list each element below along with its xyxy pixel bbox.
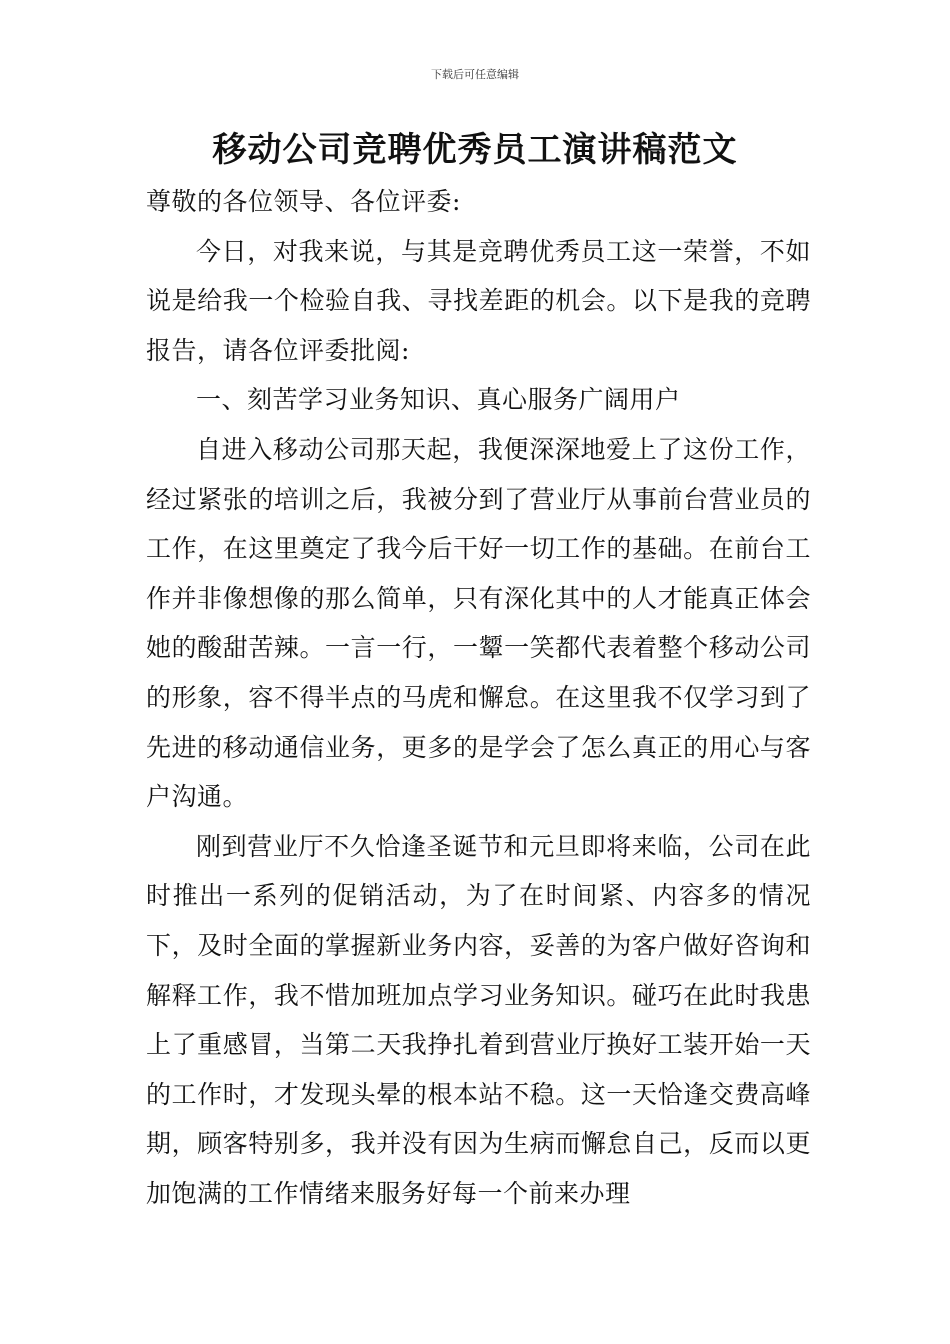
header-note: 下载后可任意编辑 [431,68,519,81]
salutation: 尊敬的各位领导、各位评委: [146,187,461,216]
section-heading: 一、刻苦学习业务知识、真心服务广阔用户 [196,385,681,415]
paragraph-body: 自进入移动公司那天起，我便深深地爱上了这份工作，经过紧张的培训之后，我被分到了营业厅从事前台营业员的工作，在这里奠定了我今后干好一切工作的基础。在前台工作并非像想像的那么简单，只有深化其中的人才能真正体会她的酸甜苦辣。一言一行，一颦一笑都代表着整个移动公司的形象，容不得半点的马虎和懈怠。在这里我不仅学习到了先进的移动通信业务，更多的是学会了怎么真正的用心与客户沟通。 [146,434,811,812]
paragraph-intro: 今日，对我来说，与其是竞聘优秀员工这一荣誉，不如说是给我一个检验自我、寻找差距的机会。以下是我的竞聘报告，请各位评委批阅: [146,236,811,365]
document-body [146,177,811,1218]
document-title: 移动公司竞聘优秀员工演讲稿范文 [212,130,738,170]
paragraph-body: 刚到营业厅不久恰逢圣诞节和元旦即将来临，公司在此时推出一系列的促销活动，为了在时间紧、内容多的情况下，及时全面的掌握新业务内容，妥善的为客户做好咨询和解释工作，我不惜加班加点学习业务知识。碰巧在此时我患上了重感冒，当第二天我挣扎着到营业厅换好工装开始一天的工作时，才发现头晕的根本站不稳。这一天恰逢交费高峰期，顾客特别多，我并没有因为生病而懈怠自己，反而以更加饱满的工作情绪来服务好每一个前来办理 [146,831,811,1208]
